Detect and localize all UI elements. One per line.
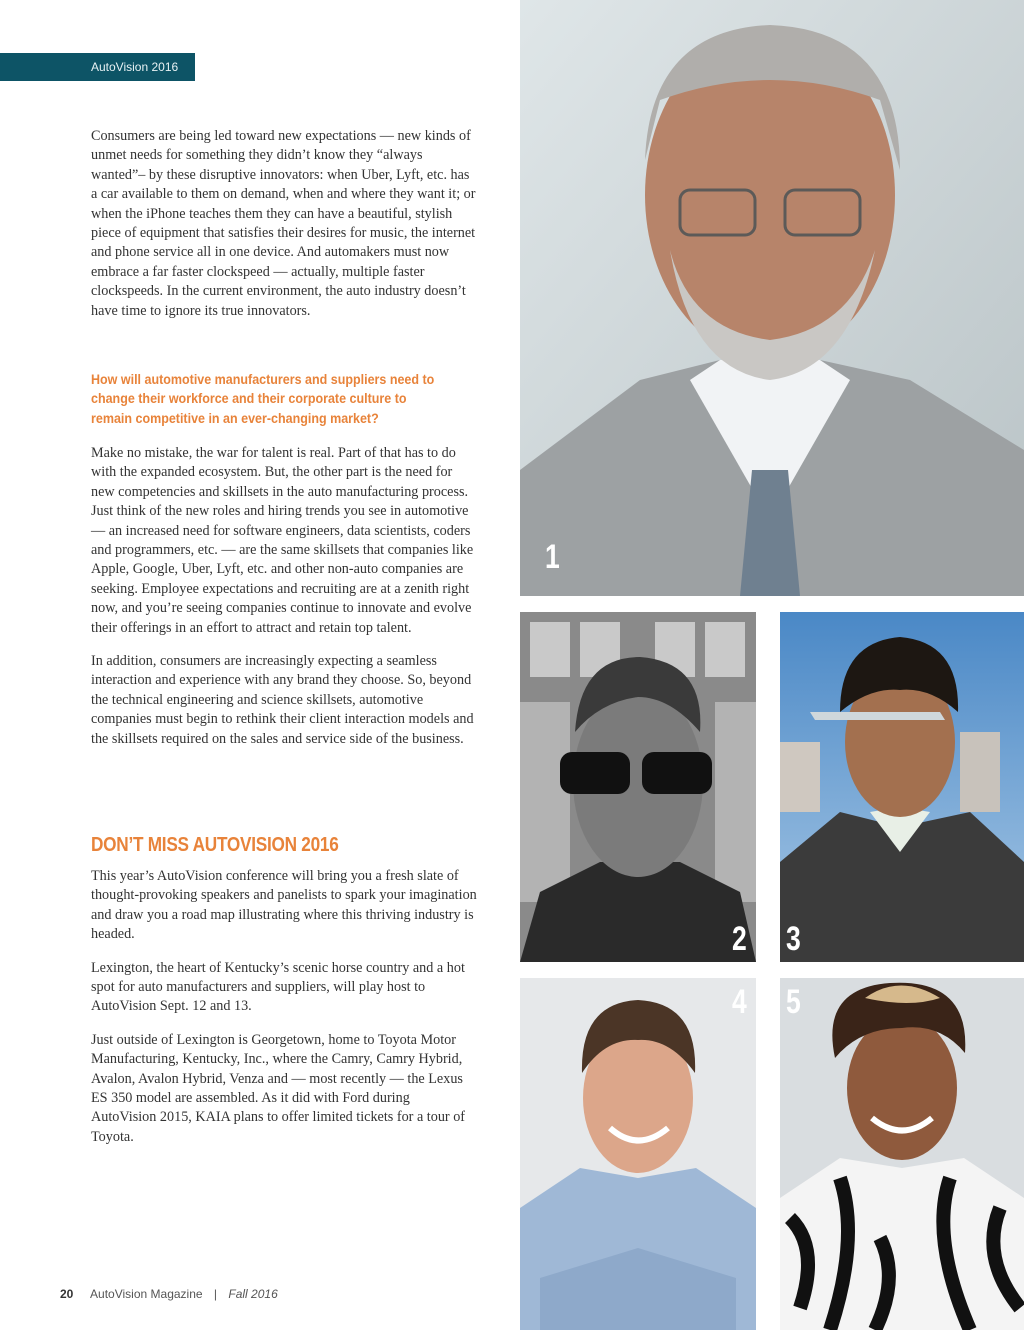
portrait-photo-3 xyxy=(780,612,1024,962)
intro-paragraph: Consumers are being led toward new expectations — new kinds of unmet needs for something they didn’t know they “always wanted”– by these disruptive innovators: when Uber, Lyft, etc. has a car available to them on demand, when and where they want it; or when the iPhone teaches them they can have a beautiful, stylish piece of equipment that satisfies their desires for music, the internet and phone service all in one device. And automakers must now embrace a far faster clockspeed — actually, multiple faster clockspeeds. In the current environment, the auto industry doesn’t have time to ignore its true innovators. xyxy=(91,128,476,319)
page-footer xyxy=(60,1287,278,1301)
interview-question: How will automotive manufacturers and suppliers need to change their workforce and their corporate culture to remain competitive in an ever-changing market? xyxy=(91,372,435,426)
section-label: AutoVision 2016 xyxy=(91,60,179,74)
issue-date: Fall 2016 xyxy=(228,1287,278,1301)
portrait-photo-4 xyxy=(520,978,756,1330)
section-tab xyxy=(0,53,195,81)
photo-number-1: 1 xyxy=(545,538,560,576)
answer-paragraph-1: Make no mistake, the war for talent is real. Part of that has to do with the expanded ecosystem. But, the other part is the need for new competencies and skillsets in the auto manufacturing process. Just think of the new roles and hiring trends you see in automotive — an increased need for software engineers, data scientists, coders and programmers, etc. — are the same skillsets that companies like Apple, Google, Uber, Lyft, etc. and other non-auto companies are seeking. Employee expectations and recruiting are at a zenith right now, and you’re seeing companies continue to innovate and evolve their offerings in an effort to attract and retain top talent. xyxy=(91,445,474,636)
page-number: 20 xyxy=(60,1287,74,1301)
answer-block xyxy=(91,444,477,749)
answer-paragraph-2: In addition, consumers are increasingly expecting a seamless interaction and experience with any brand they choose. So, beyond the technical engineering and science skillsets, automotive companies must begin to rethink their client interaction models and the skillsets required on the sales and service side of the business. xyxy=(91,653,474,747)
portrait-photo-1 xyxy=(520,0,1024,596)
section-heading: DON’T MISS AUTOVISION 2016 xyxy=(91,834,339,856)
portrait-photo-2 xyxy=(520,612,756,962)
event-block xyxy=(91,867,477,1147)
lexington-paragraph: Lexington, the heart of Kentucky’s scenic horse country and a hot spot for auto manufacturers and suppliers, will play host to AutoVision Sept. 12 and 13. xyxy=(91,959,465,1015)
conference-paragraph: This year’s AutoVision conference will bring you a fresh slate of thought-provoking speakers and panelists to spark your imagination and draw you a road map illustrating where this thriving industry is headed. xyxy=(91,868,477,943)
portrait-photo-5 xyxy=(780,978,1024,1330)
publication-name: AutoVision Magazine xyxy=(90,1287,203,1301)
photo-number-2: 2 xyxy=(732,920,747,958)
georgetown-paragraph: Just outside of Lexington is Georgetown, home to Toyota Motor Manufacturing, Kentucky, Inc., where the Camry, Camry Hybrid, Avalon, Avalon Hybrid, Venza and — most recently — the Lexus ES 350 model are assembled. As it did with Ford during AutoVision 2015, KAIA plans to offer limited tickets for a tour of Toyota. xyxy=(91,1031,466,1145)
footer-separator: | xyxy=(213,1287,218,1301)
photo-number-3: 3 xyxy=(786,920,801,958)
photo-number-5: 5 xyxy=(786,983,801,1021)
photo-number-4: 4 xyxy=(732,983,747,1021)
